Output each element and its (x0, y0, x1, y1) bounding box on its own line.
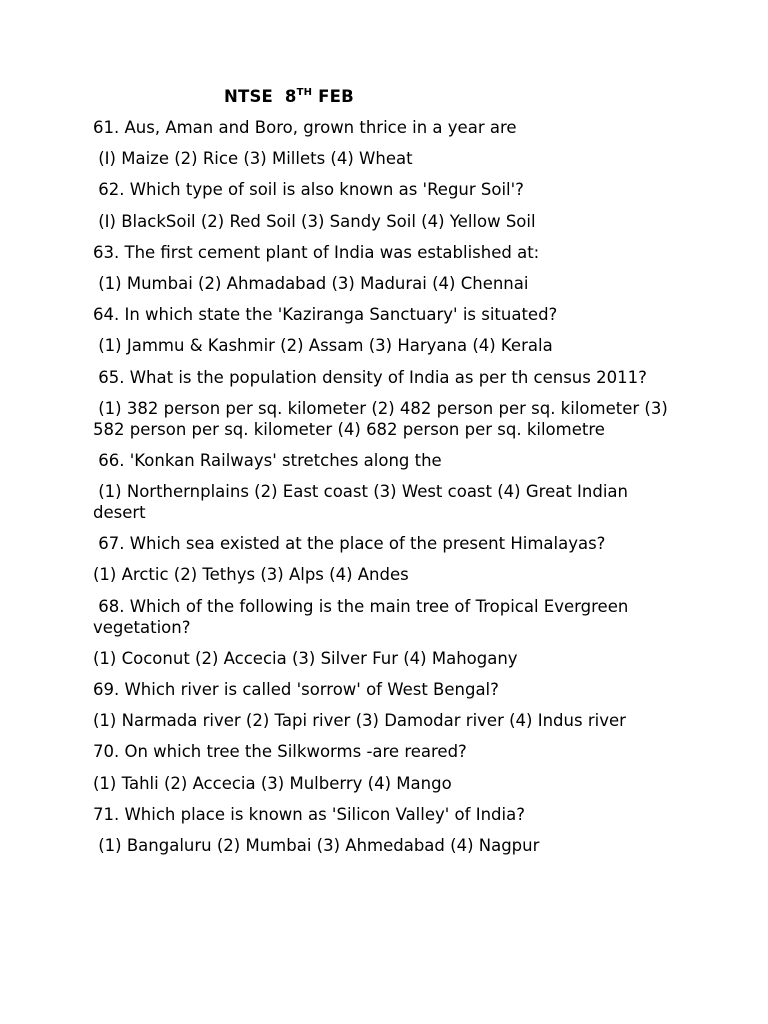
options-69: (1) Narmada river (2) Tapi river (3) Damodar river (4) Indus river (93, 711, 626, 731)
title-superscript: TH (296, 87, 313, 98)
options-63: (1) Mumbai (2) Ahmadabad (3) Madurai (4) Chennai (93, 273, 529, 293)
options-68: (1) Coconut (2) Accecia (3) Silver Fur (4) Mahogany (93, 648, 518, 668)
page-title (224, 87, 354, 106)
title-prefix: NTSE 8 (224, 87, 297, 106)
question-62: 62. Which type of soil is also known as 'Regur Soil'? (93, 180, 524, 200)
title-suffix: FEB (312, 87, 354, 106)
options-66: (1) Northernplains (2) East coast (3) West coast (4) Great Indian desert (93, 482, 634, 523)
question-list (93, 117, 673, 866)
options-65: (1) 382 person per sq. kilometer (2) 482 person per sq. kilometer (3) 582 person per sq. kilometer (4) 682 person per sq. kilometre (93, 398, 673, 439)
options-71: (1) Bangaluru (2) Mumbai (3) Ahmedabad (4) Nagpur (93, 835, 540, 855)
options-62: (I) BlackSoil (2) Red Soil (3) Sandy Soil (4) Yellow Soil (93, 211, 536, 231)
question-67: 67. Which sea existed at the place of the present Himalayas? (93, 534, 606, 554)
question-61: 61. Aus, Aman and Boro, grown thrice in a year are (93, 118, 517, 137)
question-64: 64. In which state the 'Kaziranga Sanctuary' is situated? (93, 305, 558, 325)
question-63: 63. The first cement plant of India was established at: (93, 242, 540, 262)
question-71: 71. Which place is known as 'Silicon Valley' of India? (93, 804, 525, 824)
options-70: (1) Tahli (2) Accecia (3) Mulberry (4) Mango (93, 773, 452, 793)
options-61: (I) Maize (2) Rice (3) Millets (4) Wheat (93, 149, 413, 169)
question-65: 65. What is the population density of India as per th census 2011? (93, 367, 647, 387)
options-67: (1) Arctic (2) Tethys (3) Alps (4) Andes (93, 565, 409, 585)
question-68: 68. Which of the following is the main tree of Tropical Evergreen vegetation? (93, 596, 634, 637)
question-70: 70. On which tree the Silkworms -are reared? (93, 742, 467, 762)
question-69: 69. Which river is called 'sorrow' of West Bengal? (93, 680, 499, 699)
question-66: 66. 'Konkan Railways' stretches along the (93, 450, 442, 470)
options-64: (1) Jammu & Kashmir (2) Assam (3) Haryana (4) Kerala (93, 336, 553, 356)
